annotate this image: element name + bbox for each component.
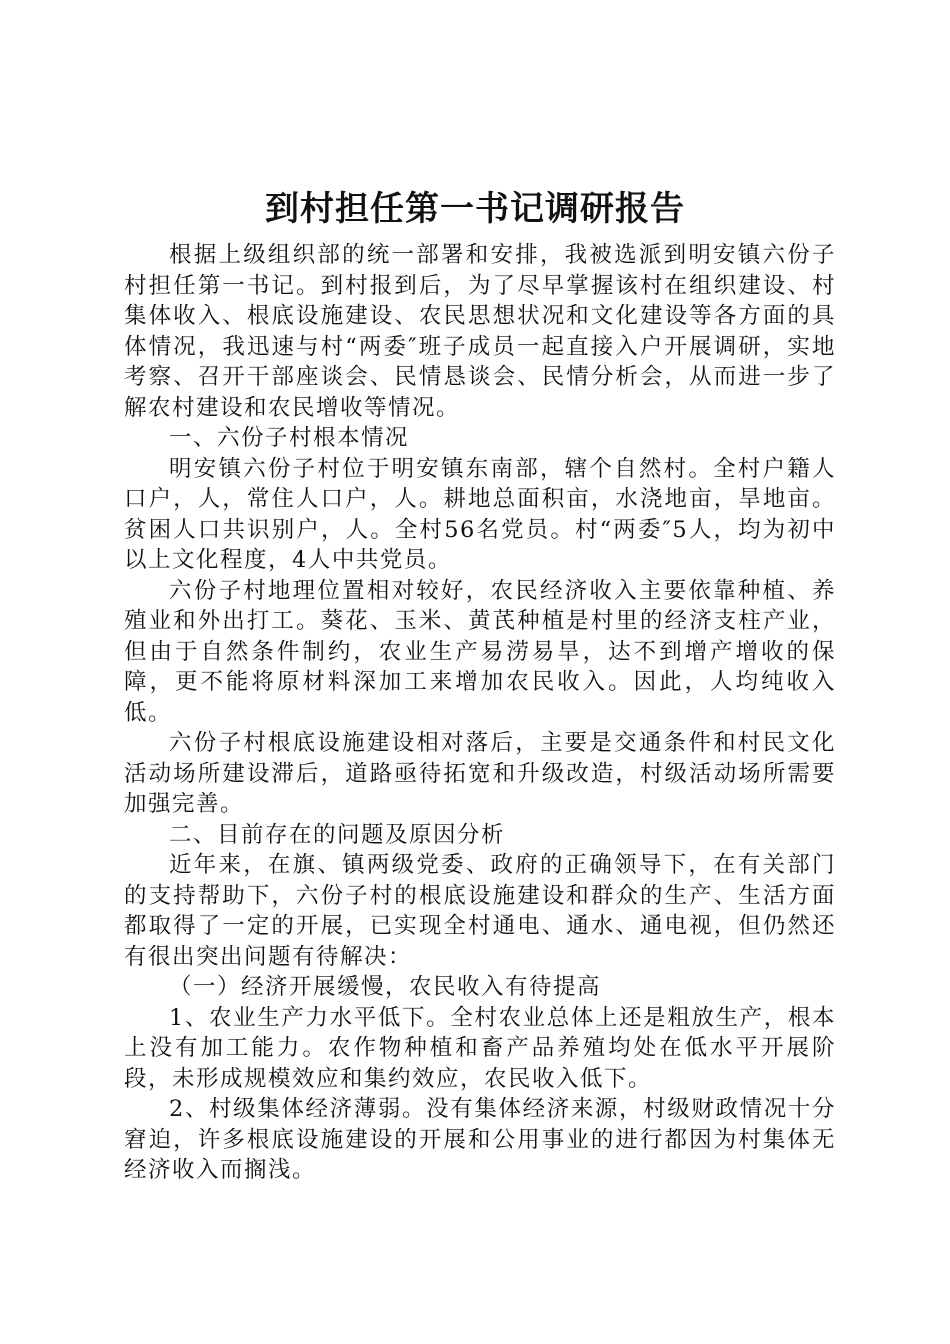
paragraph-intro: 根据上级组织部的统一部署和安排，我被选派到明安镇六份子村担任第一书记。到村报到后，为了尽早掌握该村在组织建设、村集体收入、根底设施建设、农民思想状况和文化建设等各方面的具体情况，我迅速与村“两委″班子成员一起直接入户开展调研，实地考察、召开干部座谈会、民情恳谈会、民情分析会，从而进一步了解农村建设和农民增收等情况。 bbox=[124, 242, 836, 421]
paragraph-point-2: 2、村级集体经济薄弱。没有集体经济来源，村级财政情况十分窘迫，许多根底设施建设的开展和公用事业的进行都因为村集体无经济收入而搁浅。 bbox=[124, 1096, 836, 1183]
paragraph-village-overview: 明安镇六份子村位于明安镇东南部，辖个自然村。全村户籍人口户，人，常住人口户，人。耕地总面积亩，水浇地亩，旱地亩。贫困人口共识别户，人。全村56名党员。村“两委″5人，均为初中以上文化程度，4人中共党员。 bbox=[124, 455, 836, 573]
paragraph-infrastructure: 六份子村根底设施建设相对落后，主要是交通条件和村民文化活动场所建设滞后，道路亟待拓宽和升级改造，村级活动场所需要加强完善。 bbox=[124, 730, 836, 817]
section-heading-2: 二、目前存在的问题及原因分析 bbox=[169, 821, 506, 848]
paragraph-point-1: 1、农业生产力水平低下。全村农业总体上还是粗放生产，根本上没有加工能力。农作物种植和畜产品养殖均处在低水平开展阶段，未形成规模效应和集约效应，农民收入低下。 bbox=[124, 1004, 836, 1092]
subsection-heading-1: （一）经济开展缓慢，农民收入有待提高 bbox=[169, 974, 602, 1000]
paragraph-economy: 六份子村地理位置相对较好，农民经济收入主要依靠种植、养殖业和外出打工。葵花、玉米、黄芪种植是村里的经济支柱产业，但由于自然条件制约，农业生产易涝易旱，达不到增产增收的保障，更不能将原材料深加工来增加农民收入。因此，人均纯收入低。 bbox=[124, 577, 836, 726]
document-body bbox=[124, 240, 836, 1186]
document-title: 到村担任第一书记调研报告 bbox=[265, 189, 685, 229]
section-heading-1: 一、六份子村根本情况 bbox=[169, 425, 410, 451]
paragraph-problems-intro: 近年来，在旗、镇两级党委、政府的正确领导下，在有关部门的支持帮助下，六份子村的根底设施建设和群众的生产、生活方面都取得了一定的开展，已实现全村通电、通水、通电视，但仍然还有很出突出问题有待解决： bbox=[124, 852, 836, 970]
